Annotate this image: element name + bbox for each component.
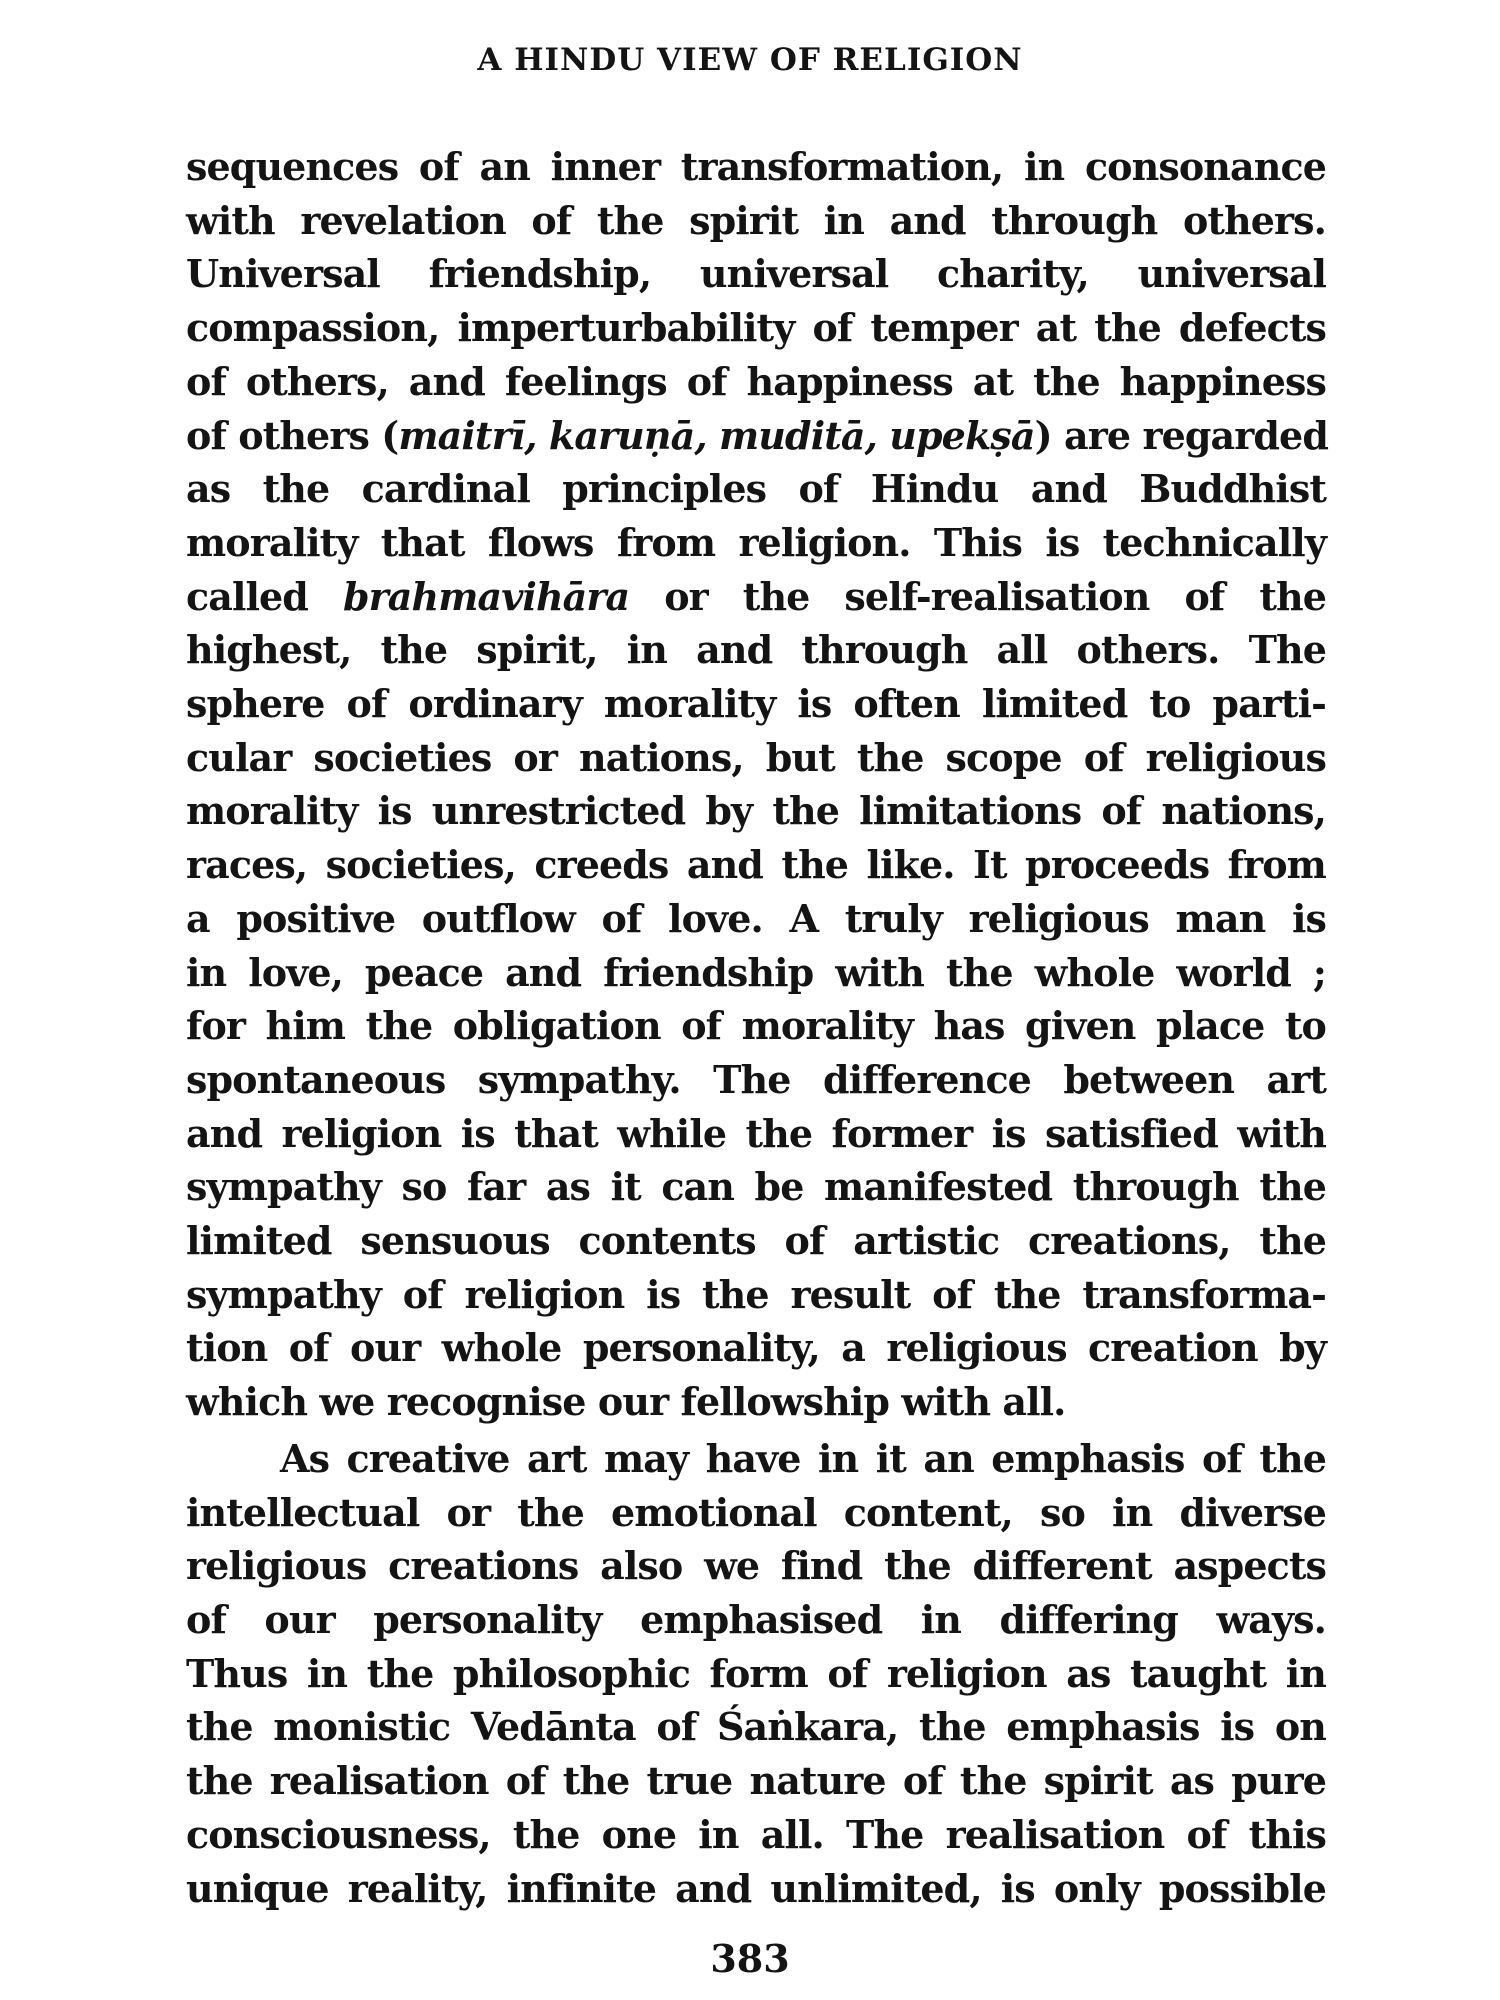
text-line: of our personality emphasised in differing ways.	[186, 1596, 1326, 1642]
sanskrit-term: brahmavihāra	[342, 573, 630, 619]
text-line: As creative art may have in it an emphasis of the	[280, 1435, 1326, 1481]
text-line: sympathy of religion is the result of the transforma-	[186, 1271, 1326, 1317]
text-line: unique reality, infinite and unlimited, is only possible	[186, 1865, 1326, 1911]
sanskrit-term: maitrī, karuṇā, muditā, upekṣā	[398, 412, 1035, 458]
text-line: tion of our whole personality, a religious creation by	[186, 1325, 1326, 1371]
text-line: Thus in the philosophic form of religion as taught in	[186, 1650, 1326, 1696]
text-line: sympathy so far as it can be manifested through the	[186, 1164, 1326, 1210]
running-head: A HINDU VIEW OF RELIGION	[477, 42, 1023, 78]
text-line: races, societies, creeds and the like. It proceeds from	[186, 842, 1326, 888]
text-line: as the cardinal principles of Hindu and Buddhist	[186, 466, 1326, 512]
text-line: sphere of ordinary morality is often limited to parti-	[186, 681, 1326, 727]
text-line: and religion is that while the former is satisfied with	[186, 1110, 1326, 1156]
text-line: of others (maitrī, karuṇā, muditā, upekṣā) are regarded	[186, 412, 1328, 458]
page-number: 383	[710, 1936, 790, 1981]
text-line: morality is unrestricted by the limitations of nations,	[186, 788, 1326, 834]
text-line: the realisation of the true nature of the spirit as pure	[186, 1758, 1326, 1804]
text-line: intellectual or the emotional content, so in diverse	[186, 1489, 1326, 1535]
text-line: limited sensuous contents of artistic creations, the	[186, 1218, 1326, 1264]
text-line: Universal friendship, universal charity, universal	[186, 251, 1326, 297]
text-line: a positive outflow of love. A truly religious man is	[186, 895, 1326, 941]
text-line: cular societies or nations, but the scope of religious	[186, 734, 1326, 780]
text-line: morality that flows from religion. This is technically	[186, 519, 1326, 565]
text-line: consciousness, the one in all. The realisation of this	[186, 1811, 1326, 1857]
paragraph-2	[186, 1432, 1326, 1915]
paragraph-1	[186, 140, 1326, 1429]
text-line: in love, peace and friendship with the whole world ;	[186, 949, 1326, 995]
body-text	[186, 140, 1326, 1915]
text-line: spontaneous sympathy. The difference between art	[186, 1056, 1326, 1102]
text-line: compassion, imperturbability of temper at the defects	[186, 305, 1326, 351]
text-line: which we recognise our fellowship with all.	[186, 1379, 1066, 1425]
text-line: the monistic Vedānta of Śaṅkara, the emphasis is on	[186, 1704, 1326, 1750]
text-line: for him the obligation of morality has given place to	[186, 1003, 1326, 1049]
text-line: with revelation of the spirit in and through others.	[186, 197, 1326, 243]
text-line: highest, the spirit, in and through all others. The	[186, 627, 1326, 673]
text-line: called brahmavihāra or the self-realisation of the	[186, 573, 1326, 619]
text-line: religious creations also we find the different aspects	[186, 1543, 1326, 1589]
text-line: of others, and feelings of happiness at the happiness	[186, 358, 1326, 404]
text-line: sequences of an inner transformation, in consonance	[186, 144, 1326, 189]
